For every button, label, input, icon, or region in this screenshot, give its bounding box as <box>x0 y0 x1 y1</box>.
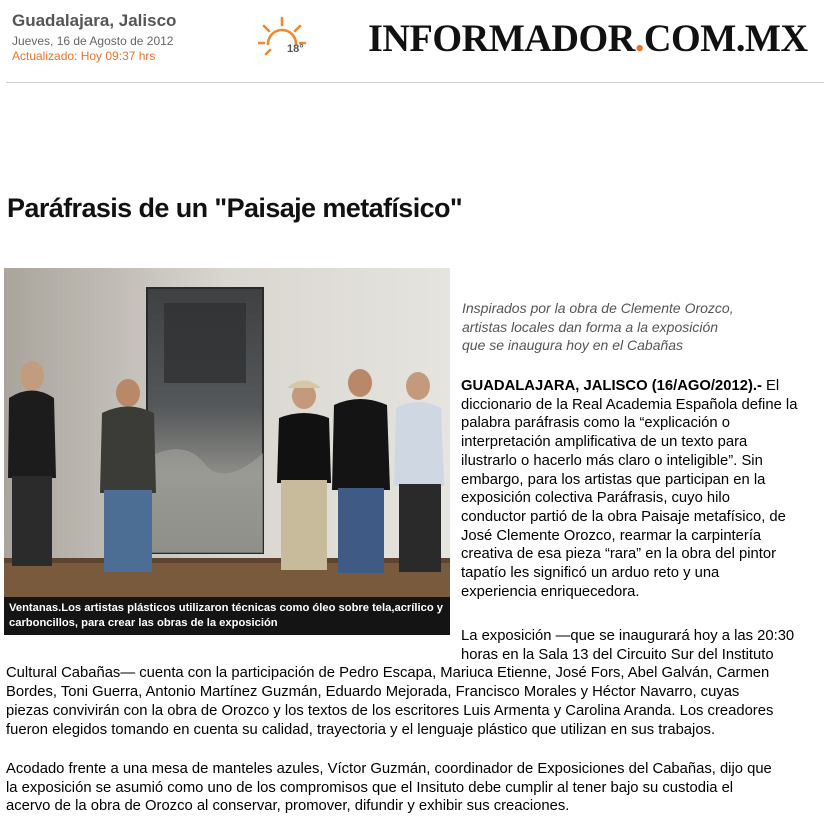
paragraph-line: la exposición se asumió como uno de los compromisos que el Insituto debe cumplir al tener bajo su custodia el <box>6 779 734 796</box>
paragraph-3 <box>6 760 826 816</box>
paragraph-line: diccionario de la Real Academia Española define la <box>461 396 798 413</box>
article-lede <box>462 299 802 355</box>
sun-icon <box>258 14 318 64</box>
paragraph-fragment: El <box>761 378 780 394</box>
paragraph-line: José Clemente Orozco, rearmar la carpintería <box>461 527 762 544</box>
site-header <box>0 0 829 78</box>
paragraph-line: Cultural Cabañas— cuenta con la participación de Pedro Escapa, Mariuca Etienne, José Fors, Abel Galván, Carmen <box>6 665 770 682</box>
caption-line: carboncillos, para crear las obras de la exposición <box>9 617 278 629</box>
lede-line: artistas locales dan forma a la exposición <box>462 318 719 335</box>
paragraph-line: exposición colectiva Paráfrasis, cuyo hilo <box>461 490 730 507</box>
dateline: GUADALAJARA, JALISCO (16/AGO/2012).- <box>461 378 762 394</box>
site-logo[interactable] <box>368 16 808 61</box>
header-updated: Actualizado: Hoy 09:37 hrs <box>12 49 156 63</box>
paragraph-line: Acodado frente a una mesa de manteles azules, Víctor Guzmán, coordinador de Exposiciones del Cabañas, dijo que <box>6 761 772 777</box>
temperature: 18° <box>287 43 304 55</box>
paragraph-line: La exposición —que se inaugurará hoy a las 20:30 <box>461 628 795 644</box>
paragraph-2 <box>6 627 826 739</box>
paragraph-line: piezas convivirán con la obra de Orozco y los textos de los escritores Luis Armenta y Carolina Aranda. Los creadores <box>6 702 774 719</box>
paragraph-line: horas en la Sala 13 del Circuito Sur del Instituto <box>461 646 774 663</box>
caption-line: Ventanas.Los artistas plásticos utilizaron técnicas como óleo sobre tela,acrílico y <box>9 602 443 614</box>
paragraph-line <box>461 377 821 396</box>
paragraph-line: conductor partió de la obra Paisaje metafísico, de <box>461 508 786 525</box>
logo-main: INFORMADOR <box>368 17 635 60</box>
paragraph-line: tapatío les significó un arduo reto y una <box>461 565 720 582</box>
article-title: Paráfrasis de un "Paisaje metafísico" <box>7 193 463 223</box>
paragraph-line: fueron elegidos tomando en cuenta su calidad, trayectoria y el lenguaje plástico que utilizan en sus trabajos. <box>6 721 716 738</box>
article-photo <box>4 268 450 635</box>
paragraph-line: embargo, para los artistas que participan en la <box>461 471 766 488</box>
paragraph-line: experiencia enriquecedora. <box>461 583 640 600</box>
paragraph-line: interpretación amplificativa de un texto para <box>461 434 748 451</box>
lede-line: Inspirados por la obra de Clemente Orozco, <box>462 300 734 316</box>
paragraph-line: creativa de esa pieza “rara” en la obra del pintor <box>461 546 777 563</box>
paragraph-line: acervo de la obra de Orozco al conservar, promover, difundir y exhibir sus creaciones. <box>6 798 570 815</box>
paragraph-1 <box>461 377 821 601</box>
header-city: Guadalajara, Jalisco <box>12 11 177 30</box>
paragraph-line: ilustrarlo o hacerlo más claro o inteligible”. Sin <box>461 452 763 469</box>
paragraph-line: Bordes, Toni Guerra, Antonio Martínez Guzmán, Eduardo Mejorada, Francisco Morales y Héctor Navarro, cuyas <box>6 684 740 701</box>
header-divider <box>6 82 824 83</box>
logo-tld: COM.MX <box>643 17 808 60</box>
lede-line: que se inaugura hoy en el Cabañas <box>462 337 684 353</box>
logo-dot: . <box>634 17 644 60</box>
paragraph-line: palabra paráfrasis como la “explicación o <box>461 415 730 432</box>
header-date: Jueves, 16 de Agosto de 2012 <box>12 34 174 48</box>
